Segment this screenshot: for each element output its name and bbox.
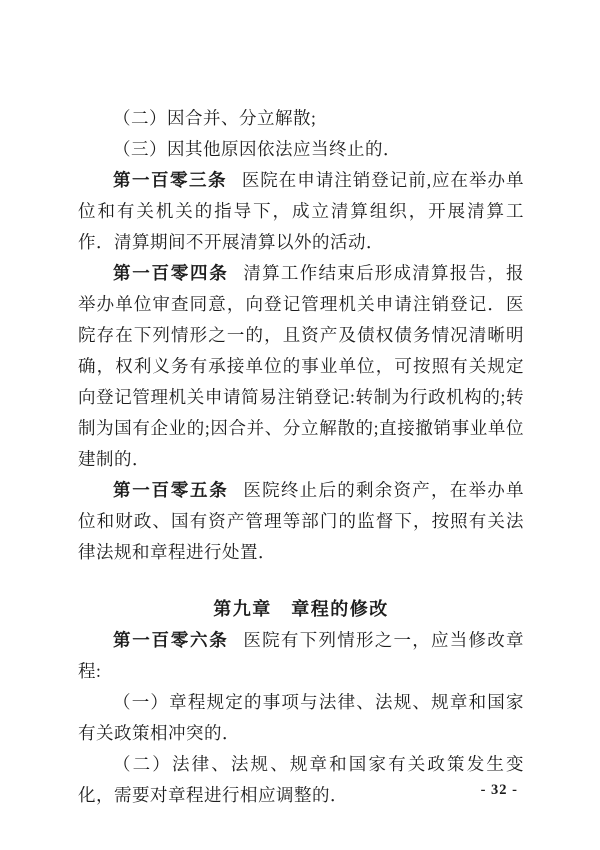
paragraph-text: 医院有下列情形之一，应当修改章程: <box>78 630 525 681</box>
paragraph-text: （三）因其他原因依法应当终止的． <box>113 139 401 159</box>
article-paragraph <box>78 475 524 568</box>
paragraph-text: （一）章程规定的事项与法律、法规、规章和国家有关政策相冲突的． <box>78 692 524 743</box>
article-paragraph <box>78 165 524 258</box>
article-number: 第一百零五条 <box>113 480 229 500</box>
chapter-heading: 第九章 章程的修改 <box>213 599 389 619</box>
article-paragraph <box>78 625 524 687</box>
paragraph-text: 医院在申请注销登记前,应在举办单位和有关机关的指导下，成立清算组织，开展清算工作．清算期间不开展清算以外的活动． <box>78 170 525 252</box>
page-number: - 32 - <box>480 782 518 798</box>
list-item-paragraph <box>78 687 524 749</box>
article-number: 第一百零四条 <box>113 263 229 283</box>
paragraph-text: 清算工作结束后形成清算报告，报举办单位审查同意，向登记管理机关申请注销登记．医院存在下列情形之一的，且资产及债权债务情况清晰明确，权利义务有承接单位的事业单位，可按照有关规定向登记管理机关申请简易注销登记:转制为行政机构的;转制为国有企业的;因合并、分立解散的;直接撤销事业单位建制的． <box>78 263 525 469</box>
list-item-paragraph <box>78 749 524 811</box>
list-item-paragraph <box>78 134 524 165</box>
article-number: 第一百零六条 <box>113 630 229 650</box>
list-item-paragraph <box>78 103 524 134</box>
article-paragraph <box>78 258 524 475</box>
document-body <box>78 103 524 811</box>
article-number: 第一百零三条 <box>113 170 227 190</box>
paragraph-text: 医院终止后的剩余资产，在举办单位和财政、国有资产管理等部门的监督下，按照有关法律法规和章程进行处置． <box>78 480 525 562</box>
paragraph-text: （二）因合并、分立解散; <box>113 108 317 128</box>
paragraph-text: （二）法律、法规、规章和国家有关政策发生变化，需要对章程进行相应调整的． <box>78 754 524 805</box>
